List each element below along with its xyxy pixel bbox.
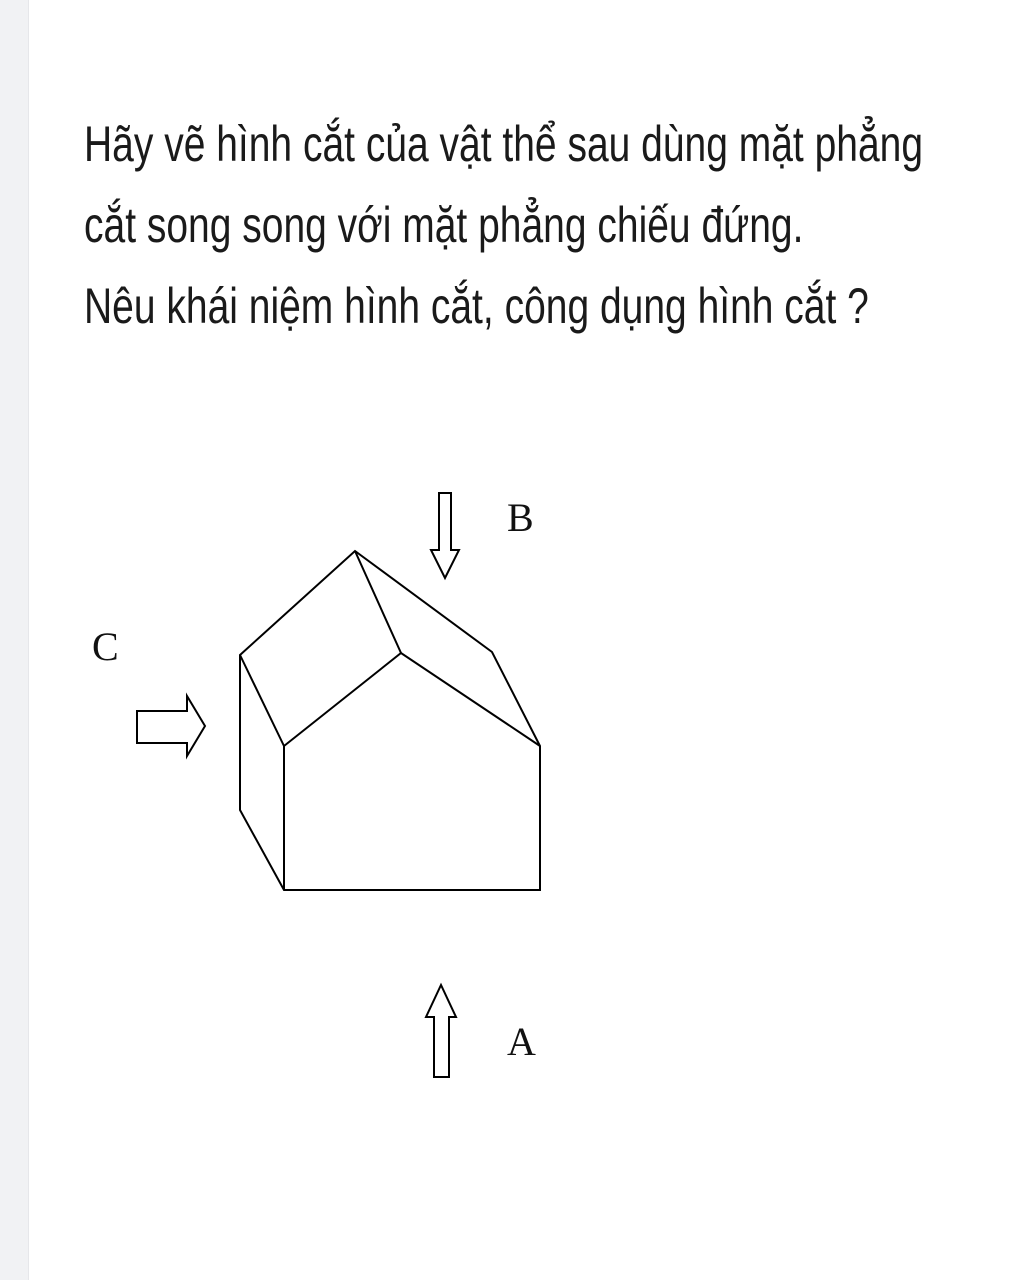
question-line-1: Hãy vẽ hình cắt của vật thể sau dùng mặt phẳng xyxy=(84,116,924,172)
question-line-3: Nêu khái niệm hình cắt, công dụng hình cắt ? xyxy=(84,278,869,334)
arrow-down-icon xyxy=(431,493,459,578)
arrow-up-icon xyxy=(426,985,456,1077)
label-b: B xyxy=(507,495,534,540)
solid-object xyxy=(240,551,540,890)
label-a: A xyxy=(507,1019,536,1064)
label-c: C xyxy=(92,624,119,669)
object-front-face xyxy=(284,653,540,890)
question-line-2: cắt song song với mặt phẳng chiếu đứng. xyxy=(84,197,804,253)
arrow-right-icon xyxy=(137,696,205,756)
